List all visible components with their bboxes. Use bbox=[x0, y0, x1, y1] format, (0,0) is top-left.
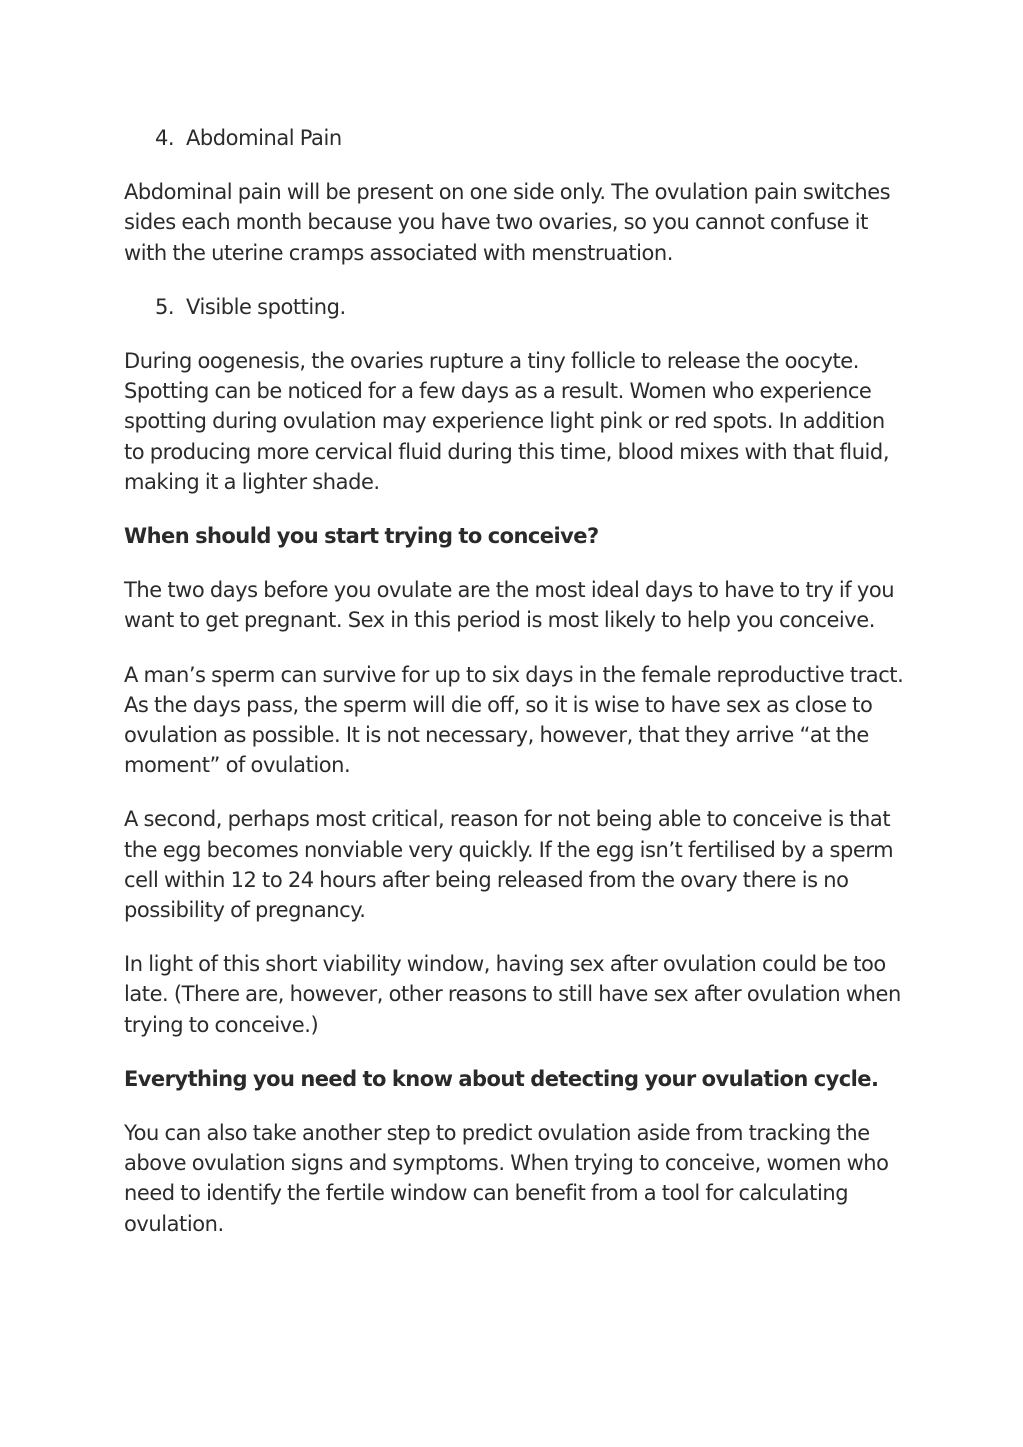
paragraph-ideal-days: The two days before you ovulate are the most ideal days to have to try if you want to get pregnant. Sex in this period is most likely to help you conceive. bbox=[124, 578, 895, 633]
paragraph-egg-viability: A second, perhaps most critical, reason for not being able to conceive is that the egg becomes nonviable very quickly. If the egg isn’t fertilised by a sperm cell within 12 to 24 hours after being released from the ovary there is no possibility of pregnancy. bbox=[124, 807, 894, 923]
list-item-abdominal-pain bbox=[124, 123, 909, 153]
paragraph-ovulation-tool: You can also take another step to predict ovulation aside from tracking the above ovulation signs and symptoms. When trying to conceive, women who need to identify the fertile window can benefit from a tool for calculating ovulation. bbox=[124, 1121, 889, 1236]
list-item-text: Abdominal Pain bbox=[186, 126, 342, 150]
list-item-visible-spotting bbox=[124, 292, 909, 322]
heading-when-to-conceive: When should you start trying to conceive? bbox=[124, 524, 599, 549]
paragraph-spotting: During oogenesis, the ovaries rupture a tiny follicle to release the oocyte. Spotting can be noticed for a few days as a result. Women who experience spotting during ovulation may experience light pink or red spots. In addition to producing more cervical fluid during this time, blood mixes with that fluid, making it a lighter shade. bbox=[124, 349, 890, 494]
list-number: 5. bbox=[155, 294, 175, 319]
paragraph-sperm-survival: A man’s sperm can survive for up to six days in the female reproductive tract. As the days pass, the sperm will die off, so it is wise to have sex as close to ovulation as possible. It is not necessary, however, that they arrive “at the moment” of ovulation. bbox=[124, 662, 904, 778]
paragraph-abdominal-pain: Abdominal pain will be present on one side only. The ovulation pain switches sides each month because you have two ovaries, so you cannot confuse it with the uterine cramps associated with menstruation. bbox=[124, 180, 891, 265]
document-page bbox=[124, 123, 909, 1263]
list-item-text: Visible spotting. bbox=[186, 294, 346, 319]
heading-detecting-ovulation: Everything you need to know about detecting your ovulation cycle. bbox=[124, 1066, 879, 1091]
paragraph-viability-window: In light of this short viability window, having sex after ovulation could be too late. (There are, however, other reasons to still have sex after ovulation when trying to conceive.) bbox=[124, 952, 901, 1037]
list-number: 4. bbox=[155, 126, 175, 150]
